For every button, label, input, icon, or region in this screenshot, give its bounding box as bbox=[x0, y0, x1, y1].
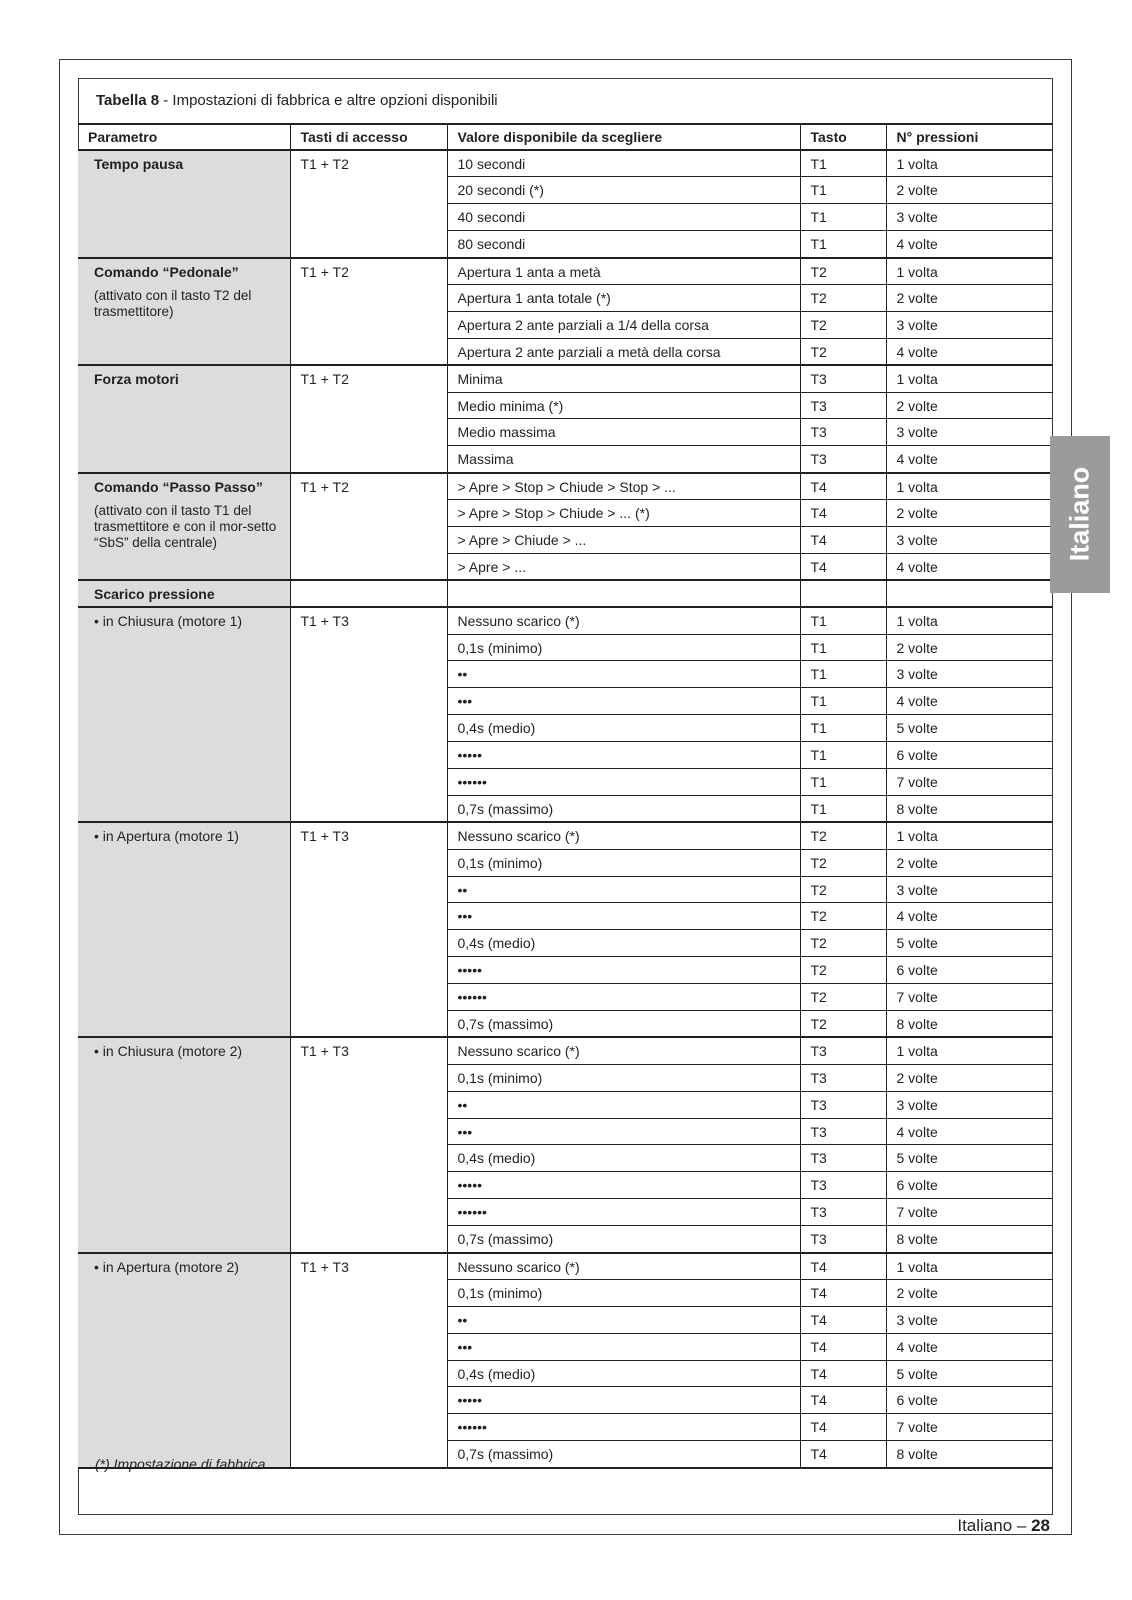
table-title-bold: Tabella 8 bbox=[96, 92, 160, 109]
footer-language: Italiano – bbox=[957, 1516, 1032, 1535]
access-keys-cell: T1 + T2 bbox=[290, 365, 447, 473]
parameter-cell bbox=[78, 150, 290, 258]
table-row bbox=[78, 580, 1053, 607]
presses-cell: 4 volte bbox=[886, 688, 1053, 715]
presses-cell: 2 volte bbox=[886, 1064, 1053, 1091]
presses-cell: 2 volte bbox=[886, 177, 1053, 204]
value-cell: Medio minima (*) bbox=[447, 392, 800, 419]
key-cell: T4 bbox=[800, 1387, 886, 1414]
header-valore: Valore disponibile da scegliere bbox=[447, 124, 800, 150]
value-cell: > Apre > Chiude > ... bbox=[447, 526, 800, 553]
value-cell: 0,4s (medio) bbox=[447, 1360, 800, 1387]
value-cell: ••• bbox=[447, 903, 800, 930]
parameter-cell bbox=[78, 822, 290, 1037]
parameter-cell bbox=[78, 580, 290, 607]
presses-cell: 4 volte bbox=[886, 338, 1053, 365]
value-cell: ••••• bbox=[447, 742, 800, 769]
presses-cell: 5 volte bbox=[886, 715, 1053, 742]
presses-cell: 6 volte bbox=[886, 742, 1053, 769]
presses-cell: 4 volte bbox=[886, 231, 1053, 258]
presses-cell: 1 volta bbox=[886, 1253, 1053, 1280]
parameter-note: • in Apertura (motore 2) bbox=[94, 1258, 239, 1275]
table-row bbox=[78, 607, 1053, 634]
table-title-rest: - Impostazioni di fabbrica e altre opzioni disponibili bbox=[159, 92, 498, 109]
value-cell: •••••• bbox=[447, 1199, 800, 1226]
key-cell: T4 bbox=[800, 553, 886, 580]
table-row bbox=[78, 822, 1053, 849]
key-cell: T4 bbox=[800, 500, 886, 527]
key-cell: T4 bbox=[800, 1306, 886, 1333]
header-tasto: Tasto bbox=[800, 124, 886, 150]
parameter-cell bbox=[78, 607, 290, 822]
value-cell bbox=[447, 580, 800, 607]
value-cell: > Apre > Stop > Chiude > ... (*) bbox=[447, 500, 800, 527]
value-cell: ••• bbox=[447, 688, 800, 715]
value-cell: 10 secondi bbox=[447, 150, 800, 177]
parameter-note: • in Chiusura (motore 2) bbox=[94, 1043, 243, 1060]
key-cell: T4 bbox=[800, 526, 886, 553]
parameter-title: Comando “Passo Passo” bbox=[94, 478, 263, 495]
access-keys-cell: T1 + T2 bbox=[290, 258, 447, 366]
presses-cell: 3 volte bbox=[886, 1306, 1053, 1333]
value-cell: 20 secondi (*) bbox=[447, 177, 800, 204]
key-cell: T4 bbox=[800, 1253, 886, 1280]
presses-cell bbox=[886, 580, 1053, 607]
header-tasti-di-accesso: Tasti di accesso bbox=[290, 124, 447, 150]
value-cell: 0,4s (medio) bbox=[447, 930, 800, 957]
table-row bbox=[78, 150, 1053, 177]
parameter-note: • in Apertura (motore 1) bbox=[94, 828, 239, 845]
parameter-cell bbox=[78, 365, 290, 473]
presses-cell: 1 volta bbox=[886, 258, 1053, 285]
key-cell: T2 bbox=[800, 957, 886, 984]
key-cell: T4 bbox=[800, 1360, 886, 1387]
parameter-note: • in Chiusura (motore 1) bbox=[94, 613, 243, 630]
presses-cell: 2 volte bbox=[886, 500, 1053, 527]
key-cell: T4 bbox=[800, 473, 886, 500]
parameter-title: Comando “Pedonale” bbox=[94, 263, 239, 280]
presses-cell: 3 volte bbox=[886, 526, 1053, 553]
key-cell: T3 bbox=[800, 1037, 886, 1064]
key-cell: T2 bbox=[800, 258, 886, 285]
parameter-cell bbox=[78, 258, 290, 366]
presses-cell: 1 volta bbox=[886, 822, 1053, 849]
key-cell: T1 bbox=[800, 634, 886, 661]
key-cell: T4 bbox=[800, 1333, 886, 1360]
access-keys-cell bbox=[290, 580, 447, 607]
presses-cell: 3 volte bbox=[886, 876, 1053, 903]
value-cell: •••••• bbox=[447, 984, 800, 1011]
key-cell: T2 bbox=[800, 984, 886, 1011]
presses-cell: 4 volte bbox=[886, 1333, 1053, 1360]
presses-cell: 1 volta bbox=[886, 150, 1053, 177]
value-cell: 0,1s (minimo) bbox=[447, 1279, 800, 1306]
presses-cell: 4 volte bbox=[886, 903, 1053, 930]
presses-cell: 6 volte bbox=[886, 1172, 1053, 1199]
table-caption bbox=[96, 92, 498, 109]
value-cell: Medio massima bbox=[447, 419, 800, 446]
value-cell: 40 secondi bbox=[447, 204, 800, 231]
presses-cell: 5 volte bbox=[886, 1360, 1053, 1387]
presses-cell: 7 volte bbox=[886, 1414, 1053, 1441]
presses-cell: 7 volte bbox=[886, 984, 1053, 1011]
key-cell: T2 bbox=[800, 822, 886, 849]
key-cell: T1 bbox=[800, 204, 886, 231]
presses-cell: 4 volte bbox=[886, 1118, 1053, 1145]
table-row bbox=[78, 258, 1053, 285]
value-cell: Nessuno scarico (*) bbox=[447, 1253, 800, 1280]
key-cell: T2 bbox=[800, 311, 886, 338]
presses-cell: 3 volte bbox=[886, 1091, 1053, 1118]
value-cell: Minima bbox=[447, 365, 800, 392]
page-footer bbox=[957, 1516, 1050, 1536]
value-cell: Apertura 1 anta a metà bbox=[447, 258, 800, 285]
presses-cell: 3 volte bbox=[886, 311, 1053, 338]
key-cell: T4 bbox=[800, 1441, 886, 1468]
key-cell: T1 bbox=[800, 231, 886, 258]
value-cell: ••• bbox=[447, 1333, 800, 1360]
value-cell: Massima bbox=[447, 446, 800, 473]
value-cell: •• bbox=[447, 1091, 800, 1118]
presses-cell: 1 volta bbox=[886, 1037, 1053, 1064]
key-cell: T1 bbox=[800, 768, 886, 795]
key-cell: T2 bbox=[800, 876, 886, 903]
key-cell: T1 bbox=[800, 150, 886, 177]
parameter-title: Forza motori bbox=[94, 371, 179, 388]
presses-cell: 1 volta bbox=[886, 365, 1053, 392]
value-cell: 0,7s (massimo) bbox=[447, 1011, 800, 1038]
presses-cell: 3 volte bbox=[886, 661, 1053, 688]
key-cell: T4 bbox=[800, 1279, 886, 1306]
value-cell: Nessuno scarico (*) bbox=[447, 607, 800, 634]
presses-cell: 7 volte bbox=[886, 1199, 1053, 1226]
presses-cell: 4 volte bbox=[886, 553, 1053, 580]
value-cell: Nessuno scarico (*) bbox=[447, 822, 800, 849]
presses-cell: 6 volte bbox=[886, 1387, 1053, 1414]
value-cell: 80 secondi bbox=[447, 231, 800, 258]
value-cell: Apertura 2 ante parziali a metà della corsa bbox=[447, 338, 800, 365]
presses-cell: 8 volte bbox=[886, 1011, 1053, 1038]
value-cell: Apertura 2 ante parziali a 1/4 della corsa bbox=[447, 311, 800, 338]
presses-cell: 8 volte bbox=[886, 1226, 1053, 1253]
key-cell bbox=[800, 580, 886, 607]
value-cell: •• bbox=[447, 1306, 800, 1333]
side-tab-label: Italiano bbox=[1064, 466, 1095, 562]
key-cell: T2 bbox=[800, 849, 886, 876]
access-keys-cell: T1 + T2 bbox=[290, 473, 447, 581]
parameter-cell bbox=[78, 1037, 290, 1252]
key-cell: T2 bbox=[800, 930, 886, 957]
presses-cell: 2 volte bbox=[886, 1279, 1053, 1306]
key-cell: T3 bbox=[800, 392, 886, 419]
presses-cell: 1 volta bbox=[886, 607, 1053, 634]
key-cell: T3 bbox=[800, 1145, 886, 1172]
table-row bbox=[78, 473, 1053, 500]
value-cell: 0,1s (minimo) bbox=[447, 634, 800, 661]
key-cell: T1 bbox=[800, 715, 886, 742]
parameter-note: (attivato con il tasto T2 del trasmettitore) bbox=[94, 287, 252, 319]
key-cell: T1 bbox=[800, 177, 886, 204]
value-cell: 0,1s (minimo) bbox=[447, 1064, 800, 1091]
presses-cell: 2 volte bbox=[886, 284, 1053, 311]
key-cell: T3 bbox=[800, 1172, 886, 1199]
footnote: (*) Impostazione di fabbrica bbox=[95, 1456, 266, 1472]
value-cell: •••••• bbox=[447, 1414, 800, 1441]
access-keys-cell: T1 + T3 bbox=[290, 822, 447, 1037]
key-cell: T3 bbox=[800, 1064, 886, 1091]
header-parametro: Parametro bbox=[78, 124, 290, 150]
value-cell: •• bbox=[447, 661, 800, 688]
key-cell: T2 bbox=[800, 1011, 886, 1038]
parameter-title: Tempo pausa bbox=[94, 156, 184, 172]
table-row bbox=[78, 365, 1053, 392]
access-keys-cell: T1 + T2 bbox=[290, 150, 447, 258]
presses-cell: 5 volte bbox=[886, 1145, 1053, 1172]
value-cell: ••• bbox=[447, 1118, 800, 1145]
key-cell: T3 bbox=[800, 419, 886, 446]
key-cell: T3 bbox=[800, 1226, 886, 1253]
value-cell: > Apre > Stop > Chiude > Stop > ... bbox=[447, 473, 800, 500]
header-pressioni: N° pressioni bbox=[886, 124, 1053, 150]
value-cell: 0,7s (massimo) bbox=[447, 1441, 800, 1468]
presses-cell: 5 volte bbox=[886, 930, 1053, 957]
parameter-note: (attivato con il tasto T1 del trasmettitore e con il mor-setto “SbS” della centrale) bbox=[94, 502, 277, 550]
value-cell: •••••• bbox=[447, 768, 800, 795]
presses-cell: 1 volta bbox=[886, 473, 1053, 500]
key-cell: T1 bbox=[800, 607, 886, 634]
table-row bbox=[78, 1037, 1053, 1064]
value-cell: ••••• bbox=[447, 1387, 800, 1414]
presses-cell: 8 volte bbox=[886, 795, 1053, 822]
value-cell: Nessuno scarico (*) bbox=[447, 1037, 800, 1064]
presses-cell: 4 volte bbox=[886, 446, 1053, 473]
key-cell: T3 bbox=[800, 446, 886, 473]
value-cell: 0,1s (minimo) bbox=[447, 849, 800, 876]
value-cell: 0,4s (medio) bbox=[447, 715, 800, 742]
key-cell: T1 bbox=[800, 742, 886, 769]
value-cell: 0,7s (massimo) bbox=[447, 795, 800, 822]
key-cell: T1 bbox=[800, 688, 886, 715]
presses-cell: 2 volte bbox=[886, 392, 1053, 419]
value-cell: 0,4s (medio) bbox=[447, 1145, 800, 1172]
key-cell: T4 bbox=[800, 1414, 886, 1441]
presses-cell: 2 volte bbox=[886, 849, 1053, 876]
value-cell: ••••• bbox=[447, 1172, 800, 1199]
table-row bbox=[78, 1253, 1053, 1280]
access-keys-cell: T1 + T3 bbox=[290, 1037, 447, 1252]
value-cell: 0,7s (massimo) bbox=[447, 1226, 800, 1253]
value-cell: •• bbox=[447, 876, 800, 903]
key-cell: T2 bbox=[800, 903, 886, 930]
language-side-tab bbox=[1050, 436, 1110, 593]
key-cell: T1 bbox=[800, 795, 886, 822]
value-cell: Apertura 1 anta totale (*) bbox=[447, 284, 800, 311]
access-keys-cell: T1 + T3 bbox=[290, 1253, 447, 1468]
presses-cell: 8 volte bbox=[886, 1441, 1053, 1468]
access-keys-cell: T1 + T3 bbox=[290, 607, 447, 822]
parameter-cell bbox=[78, 1253, 290, 1468]
page-number: 28 bbox=[1031, 1516, 1050, 1535]
key-cell: T1 bbox=[800, 661, 886, 688]
parameter-title: Scarico pressione bbox=[94, 586, 215, 603]
value-cell: > Apre > ... bbox=[447, 553, 800, 580]
presses-cell: 3 volte bbox=[886, 419, 1053, 446]
key-cell: T3 bbox=[800, 1118, 886, 1145]
key-cell: T3 bbox=[800, 1199, 886, 1226]
key-cell: T3 bbox=[800, 1091, 886, 1118]
table-header-row bbox=[78, 124, 1053, 150]
presses-cell: 2 volte bbox=[886, 634, 1053, 661]
key-cell: T3 bbox=[800, 365, 886, 392]
presses-cell: 6 volte bbox=[886, 957, 1053, 984]
presses-cell: 3 volte bbox=[886, 204, 1053, 231]
key-cell: T2 bbox=[800, 338, 886, 365]
value-cell: ••••• bbox=[447, 957, 800, 984]
parameter-cell bbox=[78, 473, 290, 581]
settings-table bbox=[78, 123, 1053, 1469]
key-cell: T2 bbox=[800, 284, 886, 311]
presses-cell: 7 volte bbox=[886, 768, 1053, 795]
table-body bbox=[78, 150, 1053, 1468]
